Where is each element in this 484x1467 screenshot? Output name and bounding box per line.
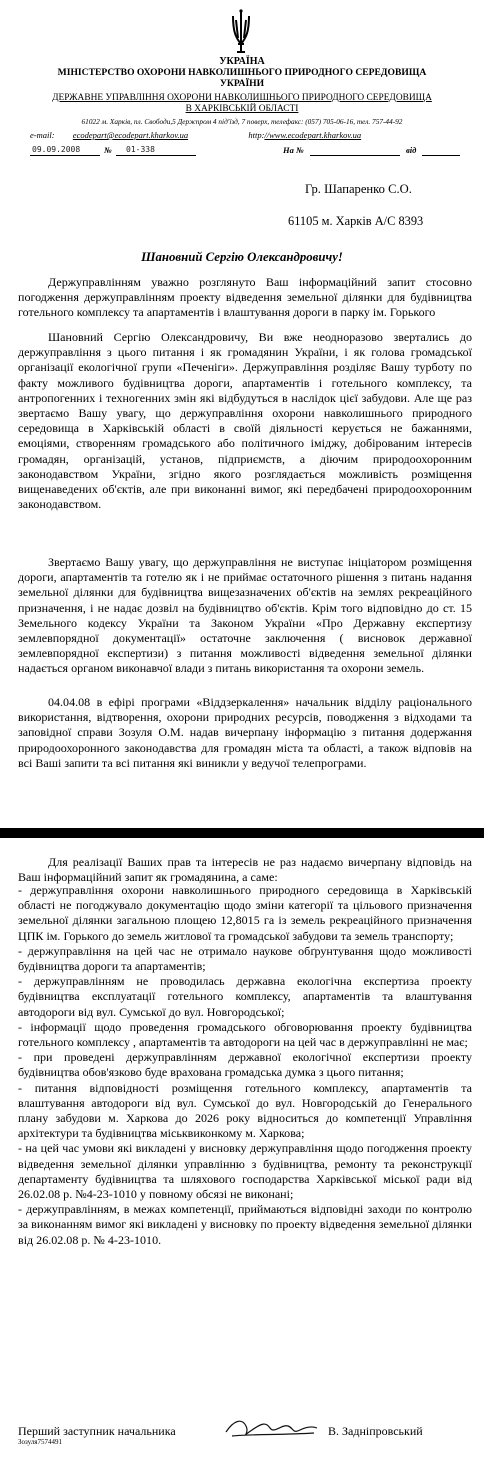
- list-item: - держуправлінням не проводилась державна екологічна експертиза проекту будівництва експлуатації готельного комплексу, апартаментів та влаштування автодороги від вул. Сумської до вул. Новгородської;: [18, 974, 472, 1019]
- list-item: - держуправління на цей час не отримало наукове обґрунтування щодо можливості будівництва дороги та апартаментів;: [18, 943, 472, 974]
- department-name: ДЕРЖАВНЕ УПРАВЛІННЯ ОХОРОНИ НАВКОЛИШНЬОГО ПРИРОДНОГО СЕРЕДОВИЩА: [52, 93, 432, 103]
- salutation: Шановний Сергію Олександровичу!: [141, 250, 343, 264]
- signatory-name: В. Задніпровський: [328, 1424, 423, 1438]
- list-item: - інформації щодо проведення громадського обговорювання проекту будівництва готельного комплексу , апартаментів та автодороги на цей час в держуправлінні не має;: [18, 1019, 472, 1050]
- reference-line: [30, 145, 460, 157]
- recipient-address: 61105 м. Харків А/С 8393: [288, 214, 424, 228]
- list-item: - при проведені держуправлінням державної екологічної експертизи проекту будівництва обов'язково буде врахована громадська думка з цього питання;: [18, 1050, 472, 1080]
- country-name: УКРАЇНА: [219, 56, 265, 67]
- office-address: 61022 м. Харків, пл. Свободи,5 Держпром 4 під'їзд, 7 поверх, телефакс: (057) 705-06-16, тел. 757-44-92: [81, 117, 403, 126]
- web-link[interactable]: //www.ecodepart.kharkov.ua: [264, 130, 362, 140]
- bullet-list: [18, 883, 472, 1248]
- date-underline: [30, 155, 100, 156]
- paragraph: Шановний Сергію Олександровичу, Ви вже неодноразово звертались до держуправління з цього питання і як громадянин України, і як голова громадської організації екологічної групи «Печеніги». Держуправління розділяє Вашу турботу по факту можливого будівництва дороги, апартаментів і готельного комплексу, та антропогенних і техногенних змін які відбудуться в наслідок цієї забудови. Але ще раз звертаємо Вашу увагу, що держуправління охорони навколишнього природного середовища в Харківській області в своїй діяльності керується не бажаннями, емоціями, створенням громадського або політичного іміджу, добірованим інтересів громадян, організацій, установ, підприємств, а діючим природоохоронним законодавством України, згідно якого розглядається можливість розміщення вищенаведених об'єктів, але при виконанні вимог, які передбачені природоохоронним законодавством.: [18, 330, 472, 512]
- ministry-name: МІНІСТЕРСТВО ОХОРОНИ НАВКОЛИШНЬОГО ПРИРОДНОГО СЕРЕДОВИЩА: [57, 67, 427, 78]
- executor-note: Зозуля7574491: [18, 1438, 63, 1446]
- list-item: - держуправлінням, в межах компетенції, приймаються відповідні заходи по контролю за виконанням вимог які викладені у висновку по проекту відведення земельної ділянки від 26.02.08 р. № 4-23-1010.: [18, 1202, 472, 1247]
- from-label: від: [406, 145, 417, 155]
- number-sign: №: [104, 145, 112, 155]
- contacts-line: [30, 130, 361, 140]
- list-item: - держуправління охорони навколишнього природного середовища в Харківській області не погоджувало документацію щодо зміни категорії та цільового призначення земельної ділянки загальною площею 12,8015 га із земель рекреаційного призначення ЦПК ім. Горького до земель житлової та громадської забудови та земель транспорту;: [18, 883, 472, 943]
- department-name-2: В ХАРКІВСЬКІЙ ОБЛАСТІ: [185, 104, 299, 114]
- paragraph: Держуправлінням уважно розглянуто Ваш інформаційний запит стосовно погодження держуправлінням проекту відведення земельної ділянки для будівництва готельного комплексу та апартаментів і влаштування дороги в парку ім. Горького: [18, 275, 472, 320]
- from-underline: [422, 155, 460, 156]
- outgoing-number: 01-338: [126, 145, 155, 154]
- paragraph: Для реалізації Ваших прав та інтересів не раз надаємо вичерпану відповідь на Ваш інформаційний запит як громадянина, а саме:: [18, 855, 472, 885]
- page-separator: [0, 828, 484, 838]
- list-item: - питання відповідності розміщення готельного комплексу, апартаментів та влаштування автодороги від вул. Сумської до вул. Новгородській до Генерального плану забудови м. Харкова до 2026 року відноситься до компетенції Управління архітектури та будівництва міськвиконкому м. Харкова;: [18, 1080, 472, 1141]
- email-link[interactable]: ecodepart@ecodepart.kharkov.ua: [72, 130, 189, 140]
- handwritten-signature-icon: [222, 1414, 320, 1442]
- email-label: e-mail:: [30, 130, 55, 140]
- recipient-name: Гр. Шапаренко С.О.: [305, 182, 412, 196]
- signatory-title: Перший заступник начальника: [18, 1424, 176, 1438]
- paragraph: 04.04.08 в ефірі програми «Віддзеркалення» начальник відділу раціонального використання, відтворення, охорони природних ресурсів, поводження з відходами та заповідної справи Зозуля О.М. надав вичерпану інформацію з питання додержання природоохоронного законодавства для громадян міста та області, а також відповів на всі Ваші запити та всі питання які виникли у ведучої телепрограми.: [18, 695, 472, 770]
- web-label: http:: [248, 130, 265, 140]
- number-underline: [116, 155, 196, 156]
- outgoing-date: 09.09.2008: [32, 145, 81, 154]
- ministry-name-2: УКРАЇНИ: [219, 78, 265, 89]
- paragraph: Звертаємо Вашу увагу, що держуправління не виступає ініціатором розміщення дороги, апартаментів та готелю як і не приймає остаточного рішення з питань надання земельної ділянки для будівництва вищезазначених об'єктів на землях рекреаційного призначення, і не надає дозвіл на будівництво об'єктів. Крім того відповідно до ст. 15 Земельного кодексу України та Законом України «Про Державну експертизу землевпорядної документації» остаточне заключення ( висновок державної землевпорядної експертизи) з питання можливості відведення земельної ділянки надається органом виконавчої влади з питань використання та охорони земель.: [18, 555, 472, 676]
- to-number-underline: [310, 155, 400, 156]
- to-number-label: На №: [283, 145, 304, 155]
- list-item: - на цей час умови які викладені у висновку держуправління щодо погодження проекту відведення земельної ділянки управлінню з будівництва, ремонту та реконструкції департаменту будівництва та шляхового господарства Харківської міської ради від 26.02.08 р. №4-23-1010 у повному обсязі не виконані;: [18, 1141, 472, 1202]
- letter-page-2: [0, 838, 484, 1467]
- trident-emblem-icon: [230, 8, 252, 54]
